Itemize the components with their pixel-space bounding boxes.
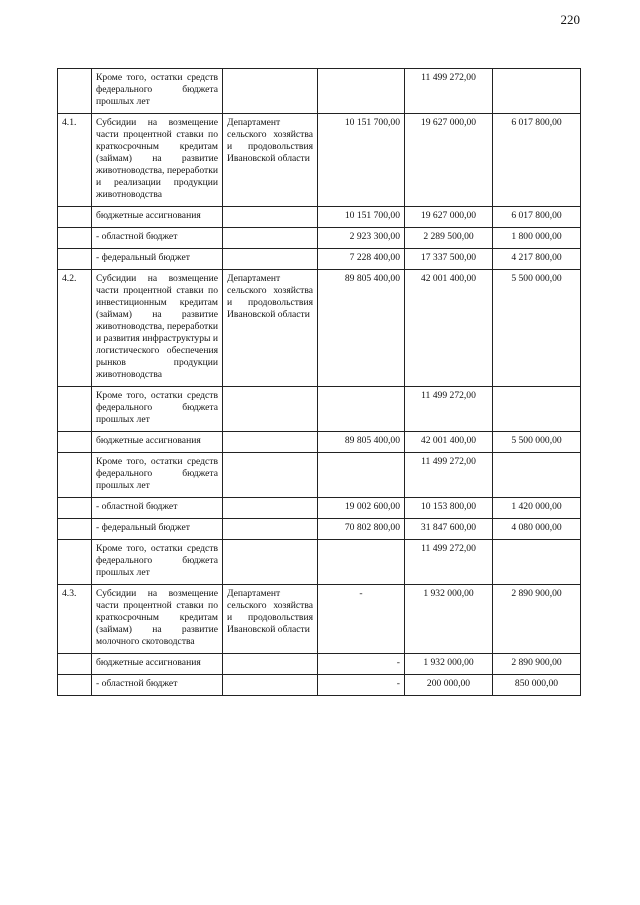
row-name-cell: - областной бюджет [92, 498, 223, 519]
row-year1-cell: - [318, 675, 405, 696]
row-executor-cell [223, 675, 318, 696]
row-number-cell [58, 228, 92, 249]
row-year3-cell [493, 387, 581, 432]
table-row [58, 453, 581, 498]
table-row [58, 69, 581, 114]
row-name-cell: Кроме того, остатки средств федерального бюджета прошлых лет [92, 387, 223, 432]
row-number-cell [58, 540, 92, 585]
row-name-cell: Кроме того, остатки средств федерального бюджета прошлых лет [92, 453, 223, 498]
row-name-cell: - федеральный бюджет [92, 249, 223, 270]
row-year1-cell: - [318, 654, 405, 675]
row-year1-cell: 10 151 700,00 [318, 114, 405, 207]
row-year3-cell: 5 500 000,00 [493, 432, 581, 453]
row-number-cell [58, 519, 92, 540]
row-year2-cell: 1 932 000,00 [405, 585, 493, 654]
row-year2-cell: 11 499 272,00 [405, 540, 493, 585]
row-year2-cell: 10 153 800,00 [405, 498, 493, 519]
row-year1-cell: 19 002 600,00 [318, 498, 405, 519]
row-number-cell [58, 207, 92, 228]
row-executor-cell [223, 69, 318, 114]
budget-table [57, 68, 581, 696]
row-executor-cell: Департамент сельского хозяйства и продовольствия Ивановской области [223, 270, 318, 387]
row-year1-cell: 7 228 400,00 [318, 249, 405, 270]
row-number-cell: 4.3. [58, 585, 92, 654]
row-year1-cell [318, 69, 405, 114]
row-name-cell: Субсидии на возмещение части процентной ставки по краткосрочным кредитам (займам) на развитие животноводства, переработки и реализации продукции животноводства [92, 114, 223, 207]
row-number-cell [58, 675, 92, 696]
row-executor-cell: Департамент сельского хозяйства и продовольствия Ивановской области [223, 585, 318, 654]
row-executor-cell [223, 498, 318, 519]
row-year1-cell [318, 453, 405, 498]
row-executor-cell [223, 228, 318, 249]
row-year3-cell: 6 017 800,00 [493, 207, 581, 228]
row-year3-cell: 2 890 900,00 [493, 585, 581, 654]
table-row [58, 270, 581, 387]
row-name-cell: Субсидии на возмещение части процентной ставки по краткосрочным кредитам (займам) на развитие молочного скотоводства [92, 585, 223, 654]
row-number-cell [58, 498, 92, 519]
table-row [58, 387, 581, 432]
row-executor-cell [223, 249, 318, 270]
row-number-cell [58, 387, 92, 432]
row-number-cell: 4.1. [58, 114, 92, 207]
row-year3-cell [493, 540, 581, 585]
row-year2-cell: 42 001 400,00 [405, 432, 493, 453]
row-executor-cell [223, 540, 318, 585]
row-year2-cell: 19 627 000,00 [405, 207, 493, 228]
row-number-cell: 4.2. [58, 270, 92, 387]
row-year3-cell: 4 217 800,00 [493, 249, 581, 270]
row-year3-cell: 1 420 000,00 [493, 498, 581, 519]
row-number-cell [58, 453, 92, 498]
row-executor-cell [223, 207, 318, 228]
row-name-cell: Кроме того, остатки средств федерального бюджета прошлых лет [92, 69, 223, 114]
table-row [58, 207, 581, 228]
row-name-cell: Кроме того, остатки средств федерального бюджета прошлых лет [92, 540, 223, 585]
row-year3-cell: 850 000,00 [493, 675, 581, 696]
row-year2-cell: 42 001 400,00 [405, 270, 493, 387]
row-name-cell: бюджетные ассигнования [92, 654, 223, 675]
row-year1-cell [318, 540, 405, 585]
row-number-cell [58, 249, 92, 270]
row-number-cell [58, 432, 92, 453]
row-executor-cell [223, 387, 318, 432]
table-row [58, 519, 581, 540]
table-row [58, 228, 581, 249]
table-row [58, 432, 581, 453]
row-executor-cell: Департамент сельского хозяйства и продовольствия Ивановской области [223, 114, 318, 207]
row-year1-cell: 89 805 400,00 [318, 270, 405, 387]
row-number-cell [58, 69, 92, 114]
row-year2-cell: 1 932 000,00 [405, 654, 493, 675]
table-row [58, 114, 581, 207]
row-year2-cell: 19 627 000,00 [405, 114, 493, 207]
row-year3-cell: 4 080 000,00 [493, 519, 581, 540]
page-number: 220 [560, 12, 580, 27]
row-year2-cell: 11 499 272,00 [405, 387, 493, 432]
row-executor-cell [223, 654, 318, 675]
row-year2-cell: 2 289 500,00 [405, 228, 493, 249]
table-row [58, 540, 581, 585]
row-executor-cell [223, 453, 318, 498]
row-name-cell: - областной бюджет [92, 675, 223, 696]
row-name-cell: бюджетные ассигнования [92, 432, 223, 453]
row-name-cell: - федеральный бюджет [92, 519, 223, 540]
row-year2-cell: 17 337 500,00 [405, 249, 493, 270]
table-row [58, 498, 581, 519]
table-row [58, 654, 581, 675]
row-name-cell: - областной бюджет [92, 228, 223, 249]
row-year1-cell: 70 802 800,00 [318, 519, 405, 540]
row-year2-cell: 31 847 600,00 [405, 519, 493, 540]
row-year3-cell [493, 69, 581, 114]
row-year1-cell: 89 805 400,00 [318, 432, 405, 453]
row-executor-cell [223, 432, 318, 453]
row-year3-cell: 1 800 000,00 [493, 228, 581, 249]
row-name-cell: бюджетные ассигнования [92, 207, 223, 228]
row-year2-cell: 11 499 272,00 [405, 453, 493, 498]
row-year3-cell: 5 500 000,00 [493, 270, 581, 387]
row-year1-cell: 10 151 700,00 [318, 207, 405, 228]
row-executor-cell [223, 519, 318, 540]
row-year2-cell: 200 000,00 [405, 675, 493, 696]
row-year2-cell: 11 499 272,00 [405, 69, 493, 114]
row-year1-cell: 2 923 300,00 [318, 228, 405, 249]
row-year3-cell: 2 890 900,00 [493, 654, 581, 675]
row-name-cell: Субсидии на возмещение части процентной ставки по инвестиционным кредитам (займам) на развитие животноводства, переработки и развития инфраструктуры и логистического обеспечения рынков продукции животноводства [92, 270, 223, 387]
row-year3-cell: 6 017 800,00 [493, 114, 581, 207]
row-number-cell [58, 654, 92, 675]
table-row [58, 249, 581, 270]
row-year1-cell [318, 387, 405, 432]
row-year1-cell: - [318, 585, 405, 654]
row-year3-cell [493, 453, 581, 498]
table-row [58, 675, 581, 696]
table-row [58, 585, 581, 654]
